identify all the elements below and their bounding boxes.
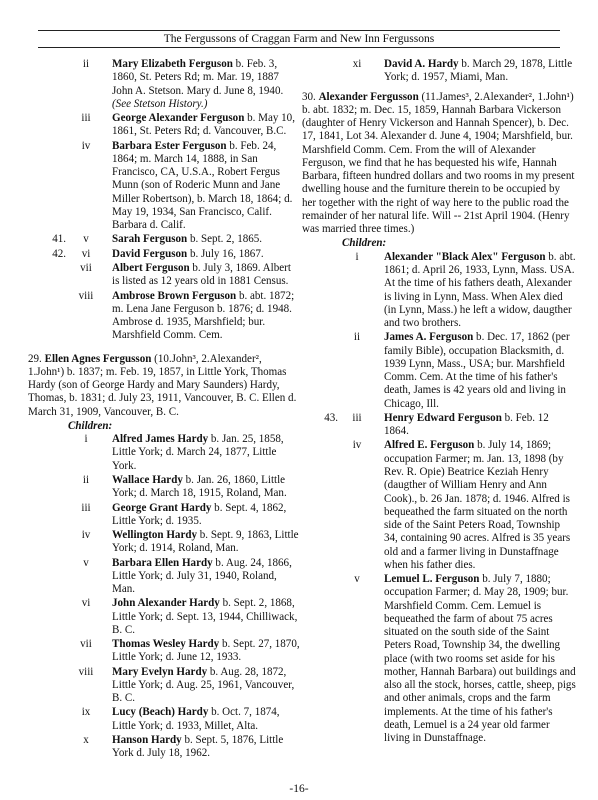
child-details: b. Sept. 5, 1876, Little York d. July 18, 1962. [112, 734, 284, 760]
child-details: b. Sept. 4, 1862, Little York; d. 1935. [112, 501, 287, 527]
child-details: b. July 16, 1867. [187, 247, 264, 260]
child-entry [28, 638, 300, 665]
roman-numeral: viii [78, 665, 94, 678]
child-entry [28, 734, 300, 761]
entry-text [112, 112, 300, 139]
person-name: Alexander Fergusson [318, 90, 419, 103]
person-entry-30 [302, 91, 576, 237]
entry-text [112, 638, 300, 665]
child-details: b. abt. 1872; m. Lena Jane Ferguson b. 1876; d. 1948. Ambrose d. 1935, Marshfield; bur. Marshfield Comm. Cem. [112, 289, 295, 342]
child-name: Lemuel L. Ferguson [384, 573, 480, 586]
child-name: Wallace Hardy [112, 473, 183, 486]
child-name: Barbara Ester Ferguson [112, 139, 227, 152]
entry-text [112, 706, 300, 733]
child-details: b. Sept. 9, 1863, Little York; d. 1914, Roland, Man. [112, 529, 299, 555]
person-number: 30. [302, 90, 316, 103]
child-name: George Grant Hardy [112, 501, 212, 514]
child-name: Alexander "Black Alex" Ferguson [384, 250, 546, 263]
running-header: The Fergussons of Craggan Farm and New Inn Fergussons [163, 33, 435, 45]
child-entry [302, 439, 576, 572]
child-details: b. Sept. 2, 1868, Little York; d. Sept. 13, 1944, Chilliwack, B. C. [112, 597, 298, 636]
entry-text [384, 331, 576, 411]
child-name: Wellington Hardy [112, 529, 198, 542]
left-children-list-b [28, 433, 300, 760]
entry-text [112, 248, 300, 261]
child-entry [302, 251, 576, 331]
child-details: b. Jan. 25, 1858, Little York; d. March 24, 1877, Little York. [112, 433, 284, 472]
roman-numeral: vii [80, 638, 92, 651]
roman-numeral: iv [352, 439, 362, 452]
child-entry [28, 502, 300, 529]
child-name: Henry Edward Ferguson [384, 411, 502, 424]
entry-text [112, 666, 300, 706]
entry-text [384, 412, 576, 439]
child-entry [28, 290, 300, 343]
child-entry [28, 140, 300, 233]
roman-numeral: ii [353, 331, 361, 344]
child-entry [28, 529, 300, 556]
roman-numeral: vi [81, 597, 91, 610]
child-entry [28, 706, 300, 733]
child-name: Mary Evelyn Hardy [112, 665, 208, 678]
child-details: b. Oct. 7, 1874, Little York; d. 1933, Millet, Alta. [112, 706, 280, 732]
child-name: John Alexander Hardy [112, 597, 220, 610]
roman-numeral: vi [81, 247, 91, 260]
person-entry-29 [28, 353, 300, 419]
roman-numeral: x [83, 734, 89, 747]
person-details: (11.James³, 2.Alexander², 1.John¹) b. abt. 1832; m. Dec. 15, 1859, Hannah Barbara Vickerson (daughter of Henry Vickerson and Hannah Spencer), b. Dec. 17, 1841, Lot 34. Alexander d. June 4, 1904; Marshfield, bur. Marshfield Comm. Cem. From the will of Alexander Ferguson, we find that he has bequested his wife, Hannah Barbara, fifteen hundred dollars and two rooms in my present dwelling house and the furniture therein to be occupied by her together with the right of way here to the public road the remainder of her natural life. Will -- 21st April 1904. (Henry was married three times.) [302, 90, 575, 236]
child-entry [302, 412, 576, 439]
entry-number: 41. [52, 233, 66, 246]
roman-numeral: v [83, 233, 89, 246]
child-name: Lucy (Beach) Hardy [112, 706, 209, 719]
entry-text [384, 251, 576, 331]
child-entry [28, 474, 300, 501]
child-name: James A. Ferguson [384, 331, 474, 344]
child-entry [28, 248, 300, 261]
roman-numeral: iv [81, 529, 91, 542]
child-details: b. Aug. 28, 1872, Little York; d. Aug. 25, 1961, Vancouver, B. C. [112, 665, 295, 705]
roman-numeral: xi [352, 58, 362, 70]
entry-number: 42. [52, 247, 66, 260]
roman-numeral: ii [82, 58, 90, 70]
child-entry [302, 573, 576, 745]
roman-numeral: vii [80, 261, 92, 274]
child-entry [28, 433, 300, 473]
roman-numeral: i [84, 433, 88, 446]
entry-text [112, 140, 300, 233]
child-entry [302, 331, 576, 411]
roman-numeral: ii [82, 473, 90, 486]
entry-text [112, 433, 300, 473]
child-name: David A. Hardy [384, 58, 459, 70]
child-details: b. May 10, 1861, St. Peters Rd; d. Vancouver, B.C. [112, 112, 295, 138]
right-column [302, 58, 576, 747]
child-details: b. Feb. 3, 1860, St. Peters Rd; m. Mar. 19, 1887 John A. Stetson. Mary d. June 8, 1940. [112, 58, 284, 97]
child-entry [302, 58, 576, 85]
entry-text [112, 557, 300, 597]
child-name: George Alexander Ferguson [112, 112, 245, 125]
header-rule-bottom [38, 47, 560, 48]
roman-numeral: viii [78, 289, 94, 302]
entry-text [112, 262, 300, 289]
child-entry [28, 233, 300, 246]
child-name: Ambrose Brown Ferguson [112, 289, 237, 302]
entry-text [112, 58, 300, 111]
child-details: b. Sept. 2, 1865. [187, 233, 263, 246]
child-name: Alfred E. Ferguson [384, 439, 475, 452]
roman-numeral: iii [81, 501, 91, 514]
person-name: Ellen Agnes Fergusson [44, 352, 152, 365]
child-name: Thomas Wesley Hardy [112, 638, 220, 651]
child-details: b. Feb. 12 1864. [384, 411, 549, 438]
entry-text [112, 597, 300, 637]
entry-text [112, 290, 300, 343]
entry-text [112, 529, 300, 556]
entry-text [112, 502, 300, 529]
entry-text [384, 58, 576, 85]
child-name: Albert Ferguson [112, 261, 190, 274]
roman-numeral: ix [81, 706, 91, 719]
roman-numeral: iv [81, 139, 91, 152]
child-name: Sarah Ferguson [112, 233, 188, 246]
child-details: b. abt. 1861; d. April 26, 1933, Lynn, Mass. USA. At the time of his fathers death, Alexander is living in Lynn, Mass. When Alex died (in Lynn, Mass.) he left a widow, daugther and two brothers. [384, 250, 576, 330]
child-name: Mary Elizabeth Ferguson [112, 58, 233, 70]
child-details: b. Sept. 27, 1870, Little York; d. June 12, 1933. [112, 638, 300, 664]
child-entry [28, 58, 300, 111]
entry-text [112, 474, 300, 501]
left-children-list-a [28, 58, 300, 343]
child-details: b. Dec. 17, 1862 (per family Bible), occupation Blacksmith, d. 1939 Lynn, Mass., USA; bur. Marshfield Comm. Cem. At the time of his father's death, James is 42 years old and living in Chicago, Ill. [384, 331, 570, 410]
left-column [28, 58, 300, 762]
entry-text [112, 734, 300, 761]
roman-numeral: iii [352, 411, 362, 424]
roman-numeral: iii [81, 112, 91, 125]
right-children-list-b [302, 251, 576, 746]
child-details: b. Feb. 24, 1864; m. March 14, 1888, in San Francisco, CA, U.S.A., Robert Fergus Munn (son of Roderic Munn and Jane Miller Robertson), b. March 18, 1864; d. May 19, 1934, San Francisco, Calif. Barbara d. Calif. [112, 139, 293, 232]
entry-text [112, 233, 300, 246]
child-name: Alfred James Hardy [112, 433, 209, 446]
roman-numeral: i [355, 250, 359, 263]
page-number: -16- [289, 783, 309, 795]
children-label: Children: [68, 419, 113, 432]
child-details: b. July 14, 1869; occupation Farmer; m. Jan. 13, 1898 (by Rev. R. Opie) Beatrice Keziah Henry (daugther of William Henry and Ann Cook)., b. 26 Jan. 1878; d. 1946. Alfred is bequeathed the farm situated on the north side of the Saint Peters Road, Township 34, containing 90 acres. Alfred is 35 years old and a farmer living in Dunstaffnage when his father dies. [384, 439, 571, 571]
child-entry [28, 597, 300, 637]
child-name: David Ferguson [112, 247, 188, 260]
right-children-list-a [302, 58, 576, 85]
child-details: b. March 29, 1878, Little York; d. 1957, Miami, Man. [384, 58, 573, 84]
roman-numeral: v [83, 556, 89, 569]
header-rule-top [38, 30, 560, 31]
child-details: b. Jan. 26, 1860, Little York; d. March 18, 1915, Roland, Man. [112, 473, 287, 500]
children-label: Children: [342, 237, 387, 250]
child-name: Barbara Ellen Hardy [112, 556, 213, 569]
child-entry [28, 557, 300, 597]
person-details: (10.John³, 2.Alexander², 1.John¹) b. 1837; m. Feb. 19, 1857, in Little York, Thomas Hardy (son of George Hardy and Mary Saunders) Hardy, Thomas, b. 1831; d. July 23, 1911, Vancouver, B. C. Ellen d. March 31, 1909, Vancouver, B. C. [28, 352, 297, 418]
child-entry [28, 666, 300, 706]
child-entry [28, 262, 300, 289]
child-name: Hanson Hardy [112, 734, 182, 747]
entry-text [384, 439, 576, 572]
child-details: b. Aug. 24, 1866, Little York; d. July 31, 1940, Roland, Man. [112, 556, 292, 596]
entry-number: 43. [324, 411, 338, 424]
entry-text [384, 573, 576, 745]
child-details: b. July 3, 1869. Albert is listed as 12 years old in 1881 Census. [112, 261, 291, 288]
child-note: (See Stetson History.) [112, 97, 208, 110]
child-details: b. July 7, 1880; occupation Farmer; d. May 28, 1909; bur. Marshfield Comm. Cem. Lemuel is bequeathed the farm of about 75 acres situated on the south side of the Saint Peters Road, Township 34, the dwelling place (with two rooms set aside for his mother, Hannah Barbara) out buildings and also all the stock, horses, cattle, sheep, pigs and other animals, crops and the farm implements. At the time of his father's death, Lemuel is a 24 year old farmer living in Dunstaffnage. [384, 573, 576, 745]
person-number: 29. [28, 352, 42, 365]
child-entry [28, 112, 300, 139]
roman-numeral: v [354, 573, 360, 586]
